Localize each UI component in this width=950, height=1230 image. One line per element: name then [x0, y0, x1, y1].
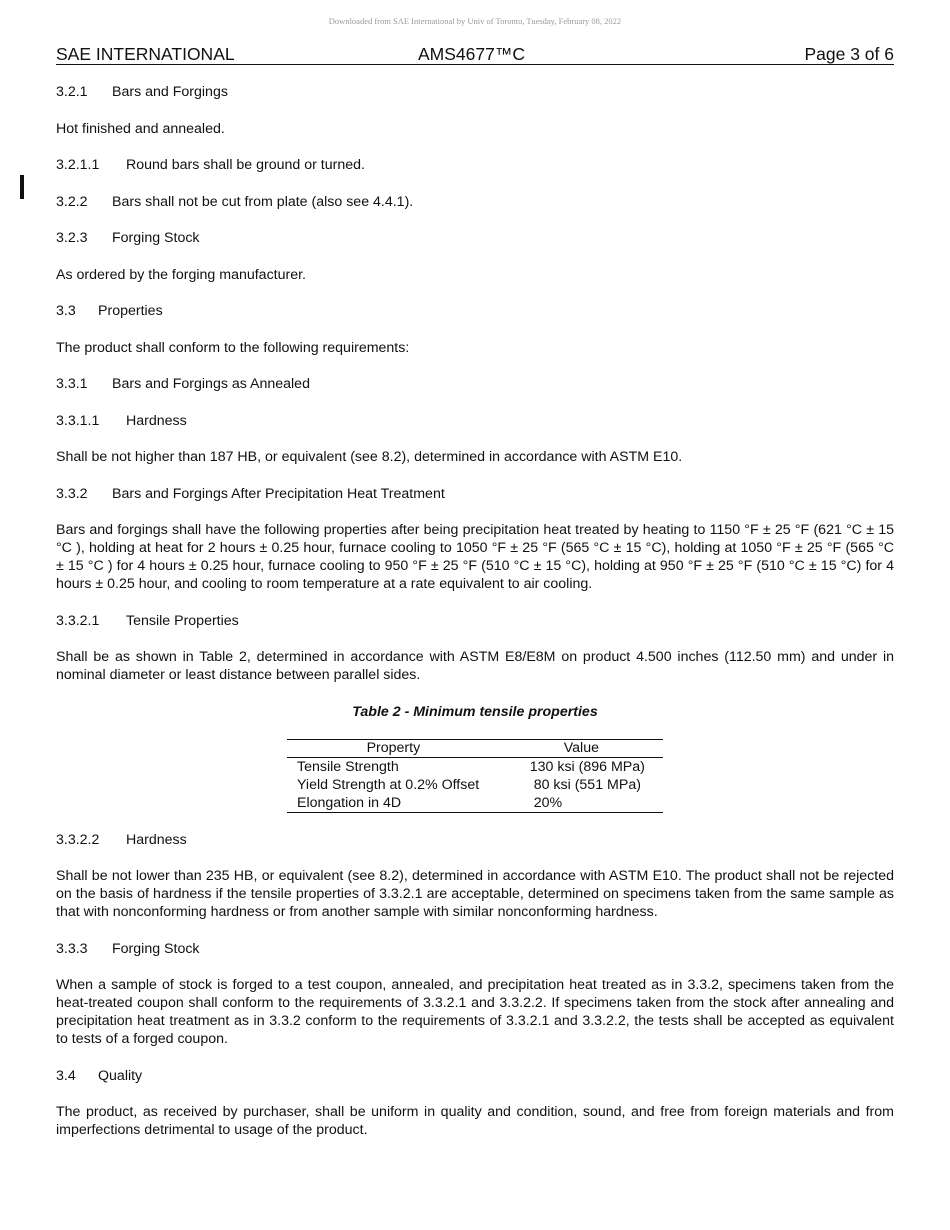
column-header-value: Value — [500, 739, 663, 757]
column-header-property: Property — [287, 739, 500, 757]
paragraph-3-3: The product shall conform to the following requirements: — [56, 339, 410, 356]
document-body — [56, 83, 894, 1158]
paragraph-3-3-3: When a sample of stock is forged to a test coupon, annealed, and precipitation heat treated as in 3.3.2, specimens taken from the heat-treated coupon shall conform to the requirements of 3.3.2.1 and 3.3.2.2. If specimens taken from the stock after annealing and precipitation heat treatment as in 3.3.2 conform to the requirements of 3.3.2.1 and 3.3.2.2, the tests shall be accepted as equivalent to tests of a forged coupon. — [56, 977, 894, 1047]
section-number: 3.3.2 — [56, 485, 88, 502]
download-watermark: Downloaded from SAE International by Univ of Toronto, Tuesday, February 08, 2022 — [328, 16, 622, 26]
section-title: Bars and Forgings — [112, 84, 228, 100]
section-title: Bars and Forgings as Annealed — [112, 376, 310, 392]
section-title: Hardness — [126, 831, 187, 848]
section-number: 3.2.1.1 — [56, 157, 100, 173]
heading-3-2-2 — [56, 193, 894, 211]
property-cell: Tensile Strength — [297, 758, 399, 775]
revision-bar — [20, 175, 24, 199]
paragraph-3-3-2-1: Shall be as shown in Table 2, determined in accordance with ASTM E8/E8M on product 4.500 inches (112.50 mm) and under in nominal diameter or least distance between parallel sides. — [56, 649, 894, 683]
value-cell: 130 ksi (896 MPa) — [529, 758, 645, 775]
paragraph-3-2-3: As ordered by the forging manufacturer. — [56, 266, 306, 283]
page-header — [56, 44, 894, 65]
section-number: 3.3.3 — [56, 940, 88, 957]
paragraph-3-2-1: Hot finished and annealed. — [56, 120, 225, 137]
heading-3-2-1 — [56, 83, 894, 101]
header-doc-number: AMS4677™C — [418, 44, 525, 64]
table-row — [287, 794, 663, 813]
section-title: Properties — [98, 303, 163, 319]
table-row — [287, 776, 663, 794]
heading-3-2-3 — [56, 229, 894, 247]
paragraph-3-3-2-2: Shall be not lower than 235 HB, or equivalent (see 8.2), determined in accordance with ASTM E10. The product shall not be rejected on the basis of hardness if the tensile properties of 3.3.2.1 are acceptable, determined on specimens taken from the same sample as that with nonconforming hardness or from another sample with similar nonconforming hardness. — [56, 868, 894, 920]
section-title: Forging Stock — [112, 940, 200, 957]
property-cell: Yield Strength at 0.2% Offset — [297, 776, 480, 793]
section-number: 3.2.3 — [56, 230, 88, 246]
paragraph-3-3-2: Bars and forgings shall have the following properties after being precipitation heat treated by heating to 1150 °F ± 25 °F (621 °C ± 15 °C ), holding at heat for 2 hours ± 0.25 hour, furnace cooling to 1050 °F ± 25 °F (565 °C ± 15 °C), holding at 1050 °F ± 25 °F (565 °C ± 15 °C ) for 4 hours ± 0.25 hour, furnace cooling to 950 °F ± 25 °F (510 °C ± 15 °C), holding at 950 °F ± 25 °F (510 °C ± 15 °C) for 4 hours ± 0.25 hour, and cooling to room temperature at a rate equivalent to air cooling. — [56, 522, 894, 592]
table-2 — [287, 739, 663, 813]
paragraph-3-4: The product, as received by purchaser, shall be uniform in quality and condition, sound, and free from foreign materials and from imperfections detrimental to usage of the product. — [56, 1104, 894, 1138]
section-number: 3.3 — [56, 303, 76, 319]
section-title: Quality — [98, 1067, 143, 1084]
section-number: 3.2.1 — [56, 84, 88, 100]
section-number: 3.3.2.2 — [56, 831, 100, 848]
section-title: Tensile Properties — [126, 612, 239, 629]
section-title: Bars and Forgings After Precipitation Heat Treatment — [112, 485, 445, 502]
table-header-row — [287, 739, 663, 757]
section-number: 3.3.2.1 — [56, 612, 100, 629]
heading-3-3-2-2 — [56, 831, 894, 849]
section-title: Hardness — [126, 412, 187, 429]
section-number: 3.3.1.1 — [56, 412, 100, 429]
section-text: Round bars shall be ground or turned. — [126, 157, 365, 173]
heading-3-3-3 — [56, 940, 894, 958]
section-number: 3.2.2 — [56, 193, 88, 210]
section-number: 3.4 — [56, 1067, 76, 1084]
paragraph-3-3-1-1: Shall be not higher than 187 HB, or equivalent (see 8.2), determined in accordance with ASTM E10. — [56, 449, 683, 465]
heading-3-4 — [56, 1067, 894, 1085]
heading-3-3-2 — [56, 485, 894, 503]
section-title: Forging Stock — [112, 230, 200, 246]
table-row — [287, 757, 663, 776]
heading-3-2-1-1 — [56, 156, 894, 174]
value-cell: 20% — [529, 794, 563, 811]
heading-3-3-1 — [56, 375, 894, 393]
heading-3-3 — [56, 302, 894, 320]
property-cell: Elongation in 4D — [297, 794, 402, 811]
section-number: 3.3.1 — [56, 376, 88, 392]
table-2-caption: Table 2 - Minimum tensile properties — [352, 703, 598, 720]
heading-3-3-2-1 — [56, 612, 894, 630]
header-org: SAE INTERNATIONAL — [56, 44, 235, 64]
value-cell: 80 ksi (551 MPa) — [529, 776, 641, 793]
heading-3-3-1-1 — [56, 412, 894, 430]
section-text: Bars shall not be cut from plate (also see 4.4.1). — [112, 193, 414, 210]
header-page-number: Page 3 of 6 — [804, 44, 894, 64]
